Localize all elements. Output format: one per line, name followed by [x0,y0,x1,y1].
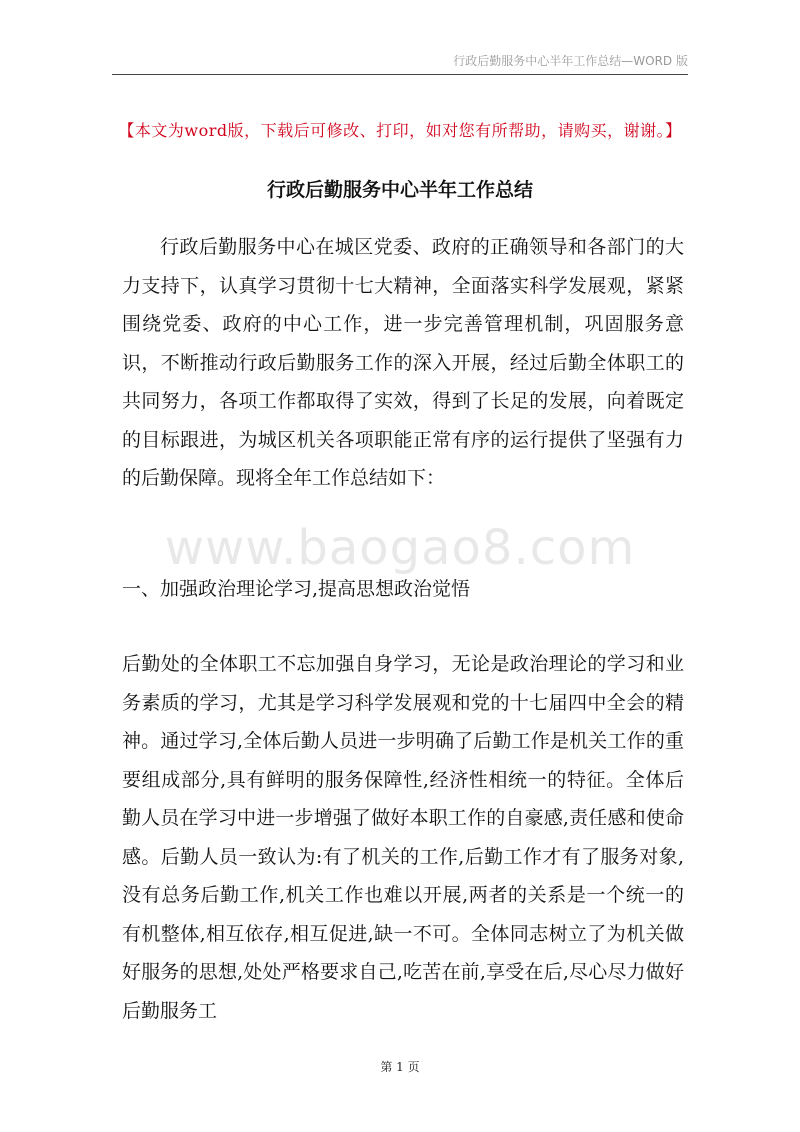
intro-paragraph: 行政后勤服务中心在城区党委、政府的正确领导和各部门的大力支持下，认真学习贯彻十七大精神，全面落实科学发展观，紧紧围绕党委、政府的中心工作，进一步完善管理机制，巩固服务意识，不断推动行政后勤服务工作的深入开展，经过后勤全体职工的共同努力，各项工作都取得了实效，得到了长足的发展，向着既定的目标跟进，为城区机关各项职能正常有序的运行提供了坚强有力的后勤保障。现将全年工作总结如下： [122,236,684,489]
section-body-paragraph: 后勤处的全体职工不忘加强自身学习，无论是政治理论的学习和业务素质的学习，尤其是学习科学发展观和党的十七届四中全会的精神。通过学习,全体后勤人员进一步明确了后勤工作是机关工作的重要组成部分,具有鲜明的服务保障性,经济性相统一的特征。全体后勤人员在学习中进一步增强了做好本职工作的自豪感,责任感和使命感。后勤人员一致认为:有了机关的工作,后勤工作才有了服务对象,没有总务后勤工作,机关工作也难以开展,两者的关系是一个统一的有机整体,相互依存,相互促进,缺一不可。全体同志树立了为机关做好服务的思想,处处严格要求自己,吃苦在前,享受在后,尽心尽力做好后勤服务工 [122,653,684,1022]
running-header: 行政后勤服务中心半年工作总结—WORD 版 [453,54,688,68]
header-divider [112,74,688,75]
download-notice: 【本文为word版，下载后可修改、打印，如对您有所帮助，请购买，谢谢。】 [118,121,682,140]
section-heading: 一、加强政治理论学习,提高思想政治觉悟 [122,578,471,600]
page-number: 第 1 页 [380,1060,420,1074]
document-title: 行政后勤服务中心半年工作总结 [266,179,533,201]
watermark: www.baogao8.com [164,520,636,576]
